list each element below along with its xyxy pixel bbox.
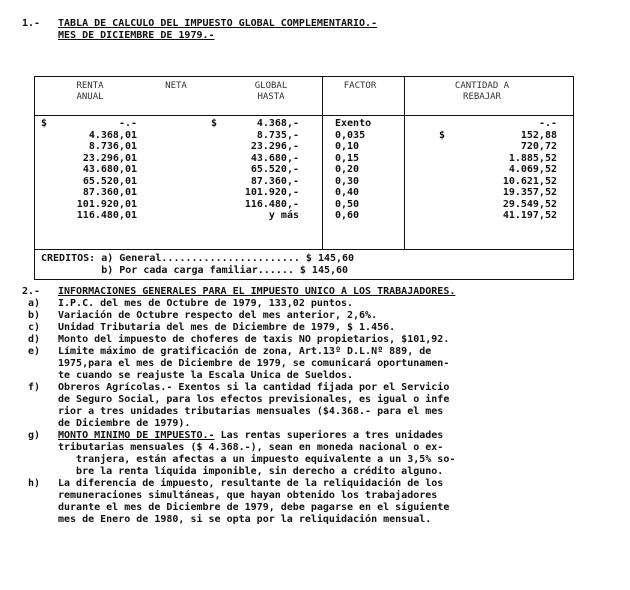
item-line: Monto del impuesto de choferes de taxis NO propietarios, $101,92. (58, 334, 450, 345)
table-row (35, 210, 573, 222)
title-month: MES DE DICIEMBRE DE 1979.- (58, 30, 215, 41)
title-line-2 (22, 30, 622, 42)
cell-rebajar: 29.549,52 (502, 198, 557, 210)
cell-hasta: 87.360,- (250, 175, 299, 187)
item-letter: h) (28, 478, 41, 489)
cell-rebajar: 41.197,52 (502, 210, 557, 221)
section-2 (22, 286, 626, 526)
cell-hasta: 65.520,- (250, 164, 299, 175)
cell-rebajar: 10.621,52 (502, 175, 557, 187)
item-line: rior a tres unidades tributarias mensuales ($4.368.- para el mes (58, 406, 444, 417)
credit-general: CREDITOS: a) General....................... $ 145,60 (41, 253, 355, 264)
item-line: durante el mes de Diciembre de 1979, debe pagarse en el siguiente (58, 502, 450, 513)
info-item (22, 382, 626, 430)
cell-factor: 0,50 (335, 198, 360, 210)
section-1-title (22, 18, 622, 42)
table-row (35, 141, 573, 153)
cell-desde: 23.296,01 (82, 152, 137, 164)
item-line: Obreros Agrícolas.- Exentos si la cantidad fijada por el Servicio (58, 382, 450, 393)
cell-rebajar: 4.069,52 (508, 164, 557, 175)
header-factor: FACTOR (343, 81, 377, 91)
cell-factor: 0,035 (335, 129, 366, 141)
item-line: Límite máximo de gratificación de zona, Art.13º D.L.Nº 889, de (58, 346, 432, 357)
credits-block (35, 249, 573, 280)
info-item (22, 346, 626, 382)
cell-factor: 0,15 (335, 152, 360, 164)
cell-factor: 0,30 (335, 175, 360, 187)
item-letter: b) (28, 310, 41, 321)
table-row (35, 153, 573, 165)
currency-sign: $ (211, 118, 218, 129)
section-2-number: 2.- (22, 286, 41, 297)
item-line: mes de Enero de 1980, si se opta por la reliquidación mensual. (58, 514, 432, 525)
cell-desde: $ -.- (41, 118, 137, 129)
item-line: tranjera, están afectas a un impuesto equivalente a un 3,5% so- (58, 454, 456, 465)
header-renta: RENTA ANUAL (76, 81, 104, 102)
item-letter: e) (28, 346, 41, 357)
credit-carga: b) Por cada carga familiar...... $ 145,60 (41, 265, 349, 276)
info-item (22, 478, 626, 526)
cell-desde: 101.920,01 (76, 198, 137, 210)
cell-factor: 0,40 (335, 187, 360, 198)
header-cantidad: CANTIDAD A REBAJAR (454, 81, 510, 102)
info-item (22, 310, 626, 322)
section-2-heading: INFORMACIONES GENERALES PARA EL IMPUESTO UNICO A LOS TRABAJADORES. (58, 286, 456, 297)
cell-factor: 0,60 (335, 210, 360, 221)
currency-sign: $ (439, 129, 446, 141)
cell-factor: 0,10 (335, 141, 360, 152)
cell-hasta: 116.480,- (244, 198, 299, 210)
cell-rebajar: 720,72 (520, 141, 557, 152)
info-item (22, 298, 626, 310)
cell-hasta: 8.735,- (256, 129, 299, 141)
cell-desde: 4.368,01 (88, 129, 137, 141)
item-letter: a) (28, 298, 41, 309)
header-neta: NETA (165, 81, 187, 91)
cell-factor: Exento (335, 118, 372, 129)
cell-hasta: 23.296,- (250, 141, 299, 152)
title-line-1 (22, 18, 622, 30)
item-letter: g) (28, 430, 41, 441)
item-line: Variación de Octubre respecto del mes anterior, 2,6%. (58, 310, 378, 321)
cell-rebajar: $ 152,88 (439, 129, 557, 141)
item-line: I.P.C. del mes de Octubre de 1979, 133,02 puntos. (58, 298, 354, 309)
info-item (22, 430, 626, 478)
cell-desde: 87.360,01 (82, 187, 137, 198)
cell-hasta: 43.680,- (250, 152, 299, 164)
cell-rebajar: 19.357,52 (502, 187, 557, 198)
info-list (22, 298, 626, 526)
section-1-number: 1.- (22, 18, 41, 29)
table-row (35, 118, 573, 130)
cell-hasta: $ 4.368,- (211, 118, 299, 129)
cell-desde: 116.480,01 (76, 210, 137, 221)
item-line: de Diciembre de 1979). (58, 418, 191, 429)
info-item (22, 334, 626, 346)
table-row (35, 199, 573, 211)
table-row (35, 176, 573, 188)
cell-hasta: 101.920,- (244, 187, 299, 198)
item-heading: MONTO MINIMO DE IMPUESTO.- (58, 430, 215, 441)
item-line: bre la renta líquida imponible, sin derecho a crédito alguno. (58, 466, 444, 477)
item-line: remuneraciones simultáneas, que hayan obtenido los trabajadores (58, 490, 438, 501)
item-line: La diferencia de impuesto, resultante de la reliquidación de los (58, 478, 444, 489)
cell-desde: 8.736,01 (88, 141, 137, 152)
title-main: TABLA DE CALCULO DEL IMPUESTO GLOBAL COMPLEMENTARIO.- (58, 18, 378, 29)
table-row (35, 130, 573, 142)
item-line: 1975,para el mes de Diciembre de 1979, se comunicará oportunamen- (58, 358, 450, 369)
item-line: te cuando se reajuste la Escala Unica de Sueldos. (58, 370, 354, 381)
cell-desde: 65.520,01 (82, 175, 137, 187)
table-header (35, 77, 573, 116)
cell-rebajar: 1.885,52 (508, 152, 557, 164)
currency-sign: $ (41, 118, 48, 129)
cell-rebajar: -.- (538, 118, 557, 129)
item-line: tributarias mensuales ($ 4.368.-), sean en moneda nacional o ex- (58, 442, 444, 453)
item-letter: f) (28, 382, 41, 393)
cell-factor: 0,20 (335, 164, 360, 175)
section-2-title (22, 286, 626, 298)
table-body (35, 118, 573, 222)
item-line: de Seguro Social, para los efectos previsionales, es igual o infe (58, 394, 450, 405)
item-line: MONTO MINIMO DE IMPUESTO.- Las rentas superiores a tres unidades (58, 430, 444, 441)
tax-table (34, 76, 574, 280)
item-letter: d) (28, 334, 41, 345)
table-row (35, 187, 573, 199)
cell-desde: 43.680,01 (82, 164, 137, 175)
cell-hasta: y más (268, 210, 299, 221)
table-row (35, 164, 573, 176)
item-letter: c) (28, 322, 41, 333)
item-line: Unidad Tributaria del mes de Diciembre de 1979, $ 1.456. (58, 322, 396, 333)
info-item (22, 322, 626, 334)
header-global: GLOBAL HASTA (254, 81, 288, 102)
